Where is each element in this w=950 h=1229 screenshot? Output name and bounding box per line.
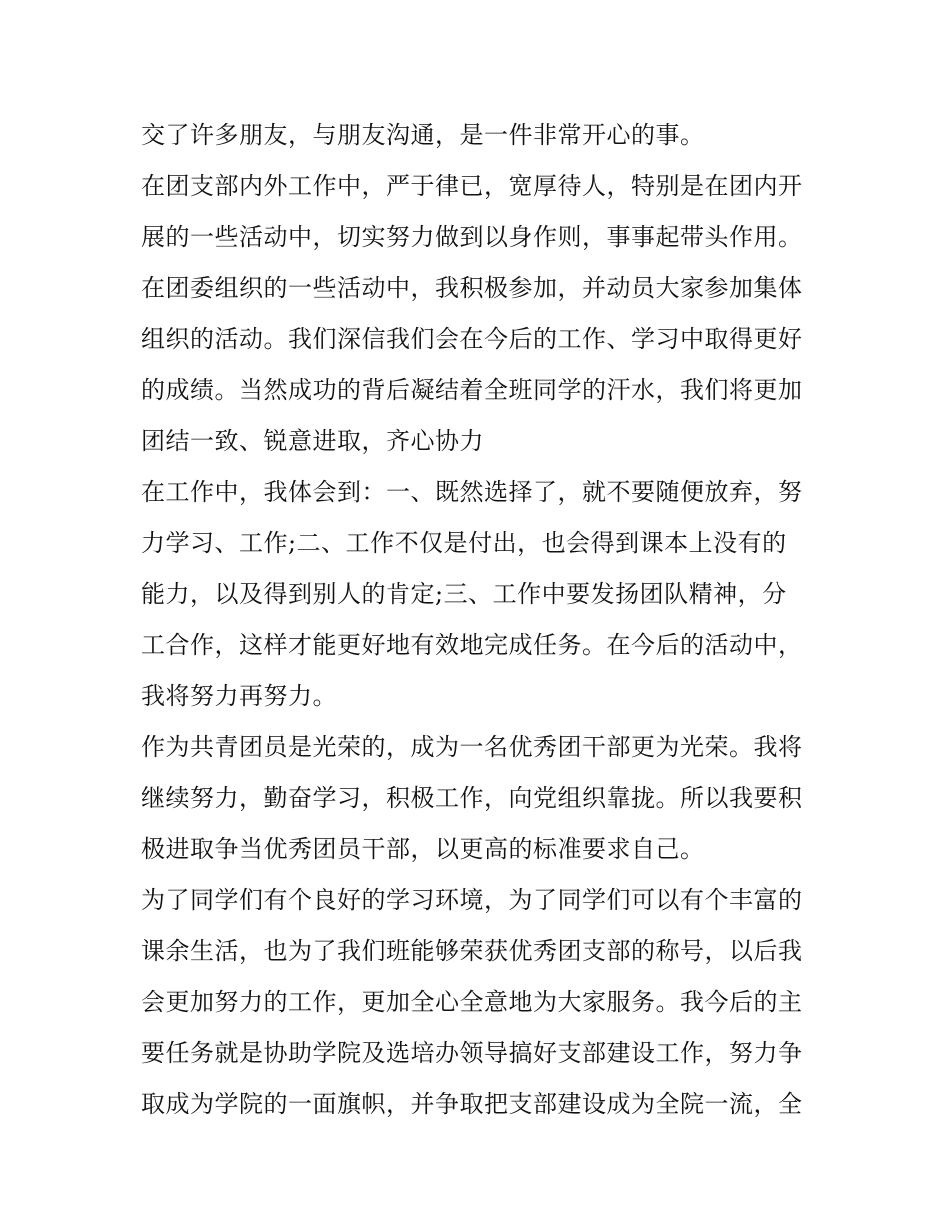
document-body: [141, 110, 813, 1130]
text-line: 为了同学们有个良好的学习环境，为了同学们可以有个丰富的: [141, 886, 803, 914]
text-line: 继续努力，勤奋学习，积极工作，向党组织靠拢。所以我要积: [141, 784, 803, 812]
text-line: 组织的活动。我们深信我们会在今后的工作、学习中取得更好: [141, 325, 803, 353]
text-line: 我将努力再努力。: [141, 682, 337, 710]
text-line: 在团委组织的一些活动中，我积极参加，并动员大家参加集体: [141, 274, 803, 302]
text-line: 力学习、工作;二、工作不仅是付出，也会得到课本上没有的: [141, 529, 787, 557]
text-line: 取成为学院的一面旗帜，并争取把支部建设成为全院一流，全: [141, 1090, 803, 1118]
text-line: 工合作，这样才能更好地有效地完成任务。在今后的活动中，: [141, 631, 803, 659]
text-line: 在工作中，我体会到：一、既然选择了，就不要随便放弃，努: [141, 478, 803, 506]
text-line: 要任务就是协助学院及选培办领导搞好支部建设工作，努力争: [141, 1039, 803, 1067]
text-line: 能力，以及得到别人的肯定;三、工作中要发扬团队精神，分: [141, 580, 787, 608]
text-line: 的成绩。当然成功的背后凝结着全班同学的汗水，我们将更加: [141, 376, 803, 404]
text-line: 在团支部内外工作中，严于律已，宽厚待人，特别是在团内开: [141, 172, 803, 200]
text-line: 展的一些活动中，切实努力做到以身作则，事事起带头作用。: [141, 223, 803, 251]
text-line: 作为共青团员是光荣的，成为一名优秀团干部更为光荣。我将: [141, 733, 803, 761]
text-line: 交了许多朋友，与朋友沟通，是一件非常开心的事。: [141, 121, 705, 149]
text-line: 会更加努力的工作，更加全心全意地为大家服务。我今后的主: [141, 988, 803, 1016]
text-line: 团结一致、锐意进取，齐心协力: [141, 427, 484, 455]
text-line: 课余生活，也为了我们班能够荣获优秀团支部的称号，以后我: [141, 937, 803, 965]
text-line: 极进取争当优秀团员干部，以更高的标准要求自己。: [141, 835, 705, 863]
